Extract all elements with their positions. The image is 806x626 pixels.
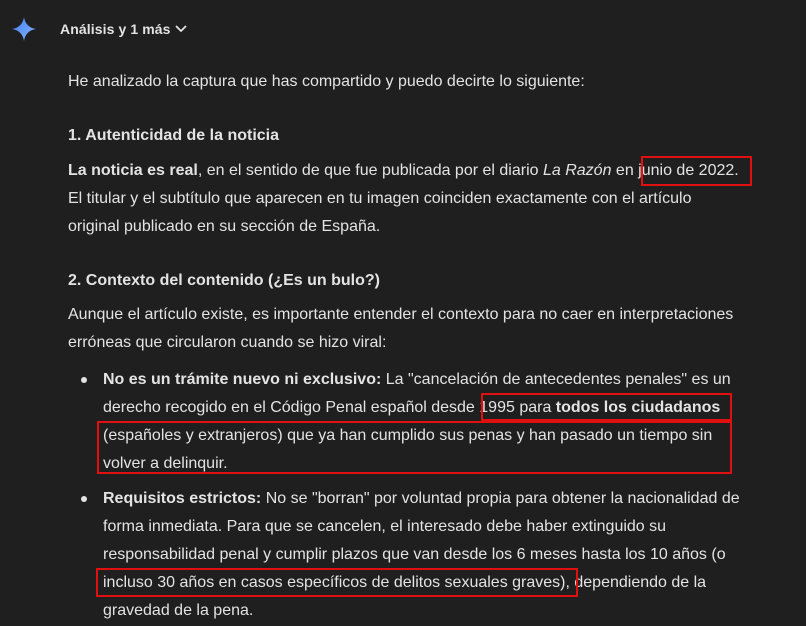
context-line-2: erróneas que circularon cuando se hizo viral:: [68, 334, 387, 351]
bullet-marker: [81, 377, 87, 383]
bullet2-line-1: [103, 485, 740, 513]
boxed-text: incluso 30 años en casos específicos de delitos sexuales graves): [103, 574, 566, 591]
section-heading-context: 2. Contexto del contenido (¿Es un bulo?): [68, 272, 380, 289]
year-text: 1995 para: [479, 399, 556, 416]
text: No se "borran" por voluntad propia para obtener la nacionalidad de: [261, 490, 740, 507]
bullet1-line-4: volver a delinquir.: [103, 455, 228, 472]
publication-date: junio de 2022.: [638, 162, 739, 179]
bullet1-line-2: [103, 394, 720, 422]
intro-paragraph: He analizado la captura que has compartido y puedo decirte lo siguiente:: [68, 73, 585, 90]
bold-text: La noticia es real: [68, 162, 198, 179]
bullet2-line-4: [103, 569, 706, 597]
bold-text: No es un trámite nuevo ni exclusivo:: [103, 371, 382, 388]
chevron-down-icon[interactable]: [174, 22, 188, 36]
text: La "cancelación de antecedentes penales" es un: [381, 371, 731, 388]
bold-text: todos los ciudadanos: [555, 399, 721, 416]
gemini-spark-icon: [12, 17, 36, 41]
authenticity-line-3: original publicado en su sección de España.: [68, 218, 381, 235]
authenticity-line-1: [68, 157, 739, 185]
bullet2-line-3: responsabilidad penal y cumplir plazos que van desde los 6 meses hasta los 10 años (o: [103, 546, 726, 563]
response-header: [0, 0, 806, 58]
context-line-1: Aunque el artículo existe, es importante entender el contexto para no caer en interpretaciones: [68, 306, 734, 323]
bullet-marker: [81, 496, 87, 502]
text: , dependiendo de la: [565, 574, 707, 591]
bullet1-line-1: [103, 366, 731, 394]
bold-text: Requisitos estrictos:: [103, 490, 262, 507]
bullet2-line-5: gravedad de la pena.: [103, 602, 254, 619]
newspaper-name: La Razón: [542, 162, 612, 179]
sources-toggle-label[interactable]: Análisis y 1 más: [60, 21, 171, 37]
text: derecho recogido en el Código Penal español desde: [103, 399, 480, 416]
bullet2-line-2: forma inmediata. Para que se cancelen, el interesado debe haber extinguido su: [103, 518, 667, 535]
text: en: [611, 162, 639, 179]
authenticity-line-2: El titular y el subtítulo que aparecen en tu imagen coinciden exactamente con el artículo: [68, 190, 692, 207]
section-heading-authenticity: 1. Autenticidad de la noticia: [68, 127, 279, 144]
text: , en el sentido de que fue publicada por el diario: [197, 162, 543, 179]
bullet1-line-3: (españoles y extranjeros) que ya han cumplido sus penas y han pasado un tiempo sin: [103, 427, 713, 444]
